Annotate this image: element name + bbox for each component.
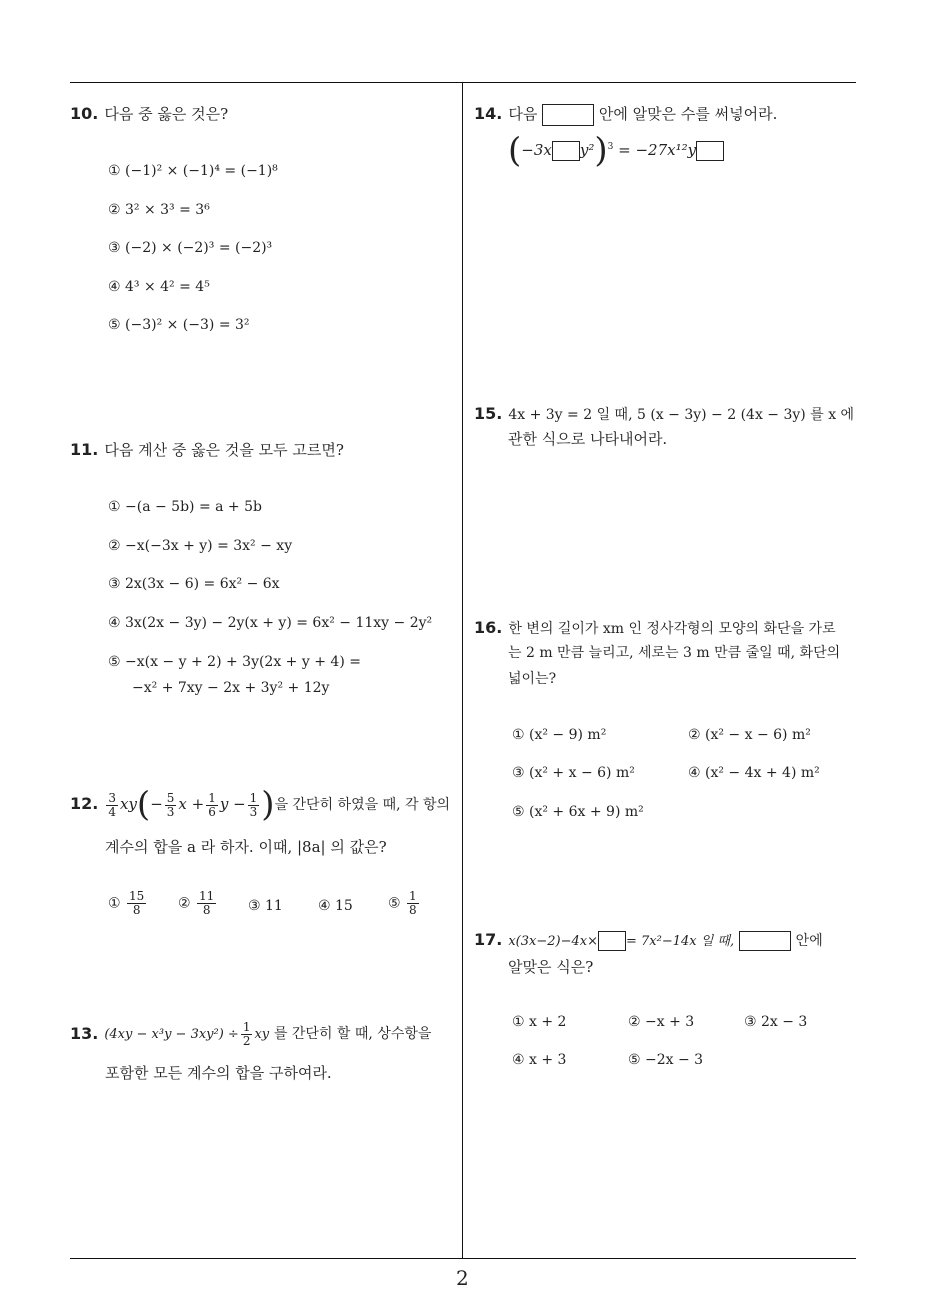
question-16-line2: 는 2 m 만큼 늘리고, 세로는 3 m 만큼 줄일 때, 화단의 [508, 645, 841, 661]
question-text: 다음 계산 중 옳은 것을 모두 고르면? [104, 441, 344, 459]
answer-box[interactable] [542, 104, 594, 126]
q10-option-4[interactable]: ④ 4³ × 4² = 4⁵ [108, 279, 210, 295]
q16-option-5[interactable]: ⑤ (x² + 6x + 9) m² [512, 804, 644, 820]
question-11 [70, 436, 450, 464]
q10-option-1[interactable]: ① (−1)² × (−1)⁴ = (−1)⁸ [108, 163, 278, 179]
question-text: 다음 중 옳은 것은? [104, 105, 229, 123]
answer-box[interactable] [696, 141, 724, 161]
q10-option-2[interactable]: ② 3² × 3³ = 3⁶ [108, 202, 210, 218]
question-16: 16. 한 변의 길이가 xm 인 정사각형의 모양의 화단을 가로 [474, 618, 836, 637]
answer-box[interactable] [552, 141, 580, 161]
q17-option-5[interactable]: ⑤ −2x − 3 [628, 1052, 704, 1068]
q11-option-2[interactable]: ② −x(−3x + y) = 3x² − xy [108, 538, 293, 554]
q17-option-1[interactable]: ① x + 2 [512, 1014, 567, 1030]
q11-option-3[interactable]: ③ 2x(3x − 6) = 6x² − 6x [108, 576, 280, 592]
q16-option-4[interactable]: ④ (x² − 4x + 4) m² [688, 765, 820, 781]
top-rule [70, 82, 856, 83]
q12-option-3[interactable]: ③ 11 [248, 898, 283, 914]
question-14-equation: (−3x y²)$^3$ = −27x¹²y [508, 134, 724, 165]
q17-option-3[interactable]: ③ 2x − 3 [744, 1014, 808, 1030]
question-number: 15. [474, 404, 503, 423]
question-13-line2: 포함한 모든 계수의 합을 구하여라. [105, 1064, 332, 1082]
page-number: 2 [456, 1266, 469, 1290]
q10-option-5[interactable]: ⑤ (−3)² × (−3) = 3² [108, 317, 250, 333]
question-12: 12. $\frac{3}{4}$ xy(− $\frac{5}{3}$ x + $\frac{1}{6}$ y − $\frac{1}{3}$ )을 간단히 하였을 때, 각 항의 [70, 784, 451, 825]
bottom-rule [70, 1258, 856, 1259]
q17-option-4[interactable]: ④ x + 3 [512, 1052, 567, 1068]
answer-box[interactable] [739, 931, 791, 951]
question-14: 14. 다음 안에 알맞은 수를 써넣어라. [474, 100, 864, 128]
question-12-line2: 계수의 합을 a 라 하자. 이때, |8a| 의 값은? [105, 838, 387, 856]
q11-option-5-line2: −x² + 7xy − 2x + 3y² + 12y [132, 680, 330, 696]
question-17-line2: 알맞은 식은? [508, 958, 594, 976]
q12-option-2[interactable]: ② $\frac{11}{8}$ [178, 889, 215, 917]
q10-option-3[interactable]: ③ (−2) × (−2)³ = (−2)³ [108, 240, 273, 256]
fraction: $\frac{5}{3}$ [166, 790, 175, 819]
fraction: $\frac{1}{3}$ [249, 790, 258, 819]
fraction: $\frac{1}{2}$ [242, 1019, 251, 1048]
question-10 [70, 100, 450, 128]
fraction: $\frac{3}{4}$ [108, 790, 116, 819]
question-number: 14. [474, 104, 503, 123]
question-15-line2: 관한 식으로 나타내어라. [508, 430, 668, 448]
q17-option-2[interactable]: ② −x + 3 [628, 1014, 695, 1030]
question-number: 13. [70, 1024, 99, 1043]
answer-box[interactable] [598, 931, 626, 951]
q11-option-1[interactable]: ① −(a − 5b) = a + 5b [108, 499, 262, 515]
question-16-line3: 넓이는? [508, 671, 557, 687]
q12-option-5[interactable]: ⑤ $\frac{1}{8}$ [388, 889, 417, 917]
q16-option-1[interactable]: ① (x² − 9) m² [512, 727, 607, 743]
q12-option-1[interactable]: ① $\frac{15}{8}$ [108, 889, 145, 917]
question-number: 16. [474, 618, 503, 637]
question-number: 11. [70, 440, 99, 459]
question-13: 13. (4xy − x³y − 3xy²) ÷ $\frac{1}{2}$ xy 를 간단히 할 때, 상수항을 [70, 1019, 432, 1048]
question-17: 17. x(3x−2)−4x× = 7x²−14x 일 때, 안에 [474, 930, 823, 949]
q11-option-5[interactable]: ⑤ −x(x − y + 2) + 3y(2x + y + 4) = [108, 654, 361, 670]
q16-option-2[interactable]: ② (x² − x − 6) m² [688, 727, 811, 743]
q16-option-3[interactable]: ③ (x² + x − 6) m² [512, 765, 635, 781]
question-number: 17. [474, 930, 503, 949]
fraction: $\frac{1}{6}$ [208, 790, 216, 819]
q12-option-4[interactable]: ④ 15 [318, 898, 353, 914]
question-15: 15. 4x + 3y = 2 일 때, 5 (x − 3y) − 2 (4x − 3y) 를 x 에 [474, 404, 855, 423]
question-number: 10. [70, 104, 99, 123]
q11-option-4[interactable]: ④ 3x(2x − 3y) − 2y(x + y) = 6x² − 11xy − 2y² [108, 615, 433, 631]
question-number: 12. [70, 794, 99, 813]
